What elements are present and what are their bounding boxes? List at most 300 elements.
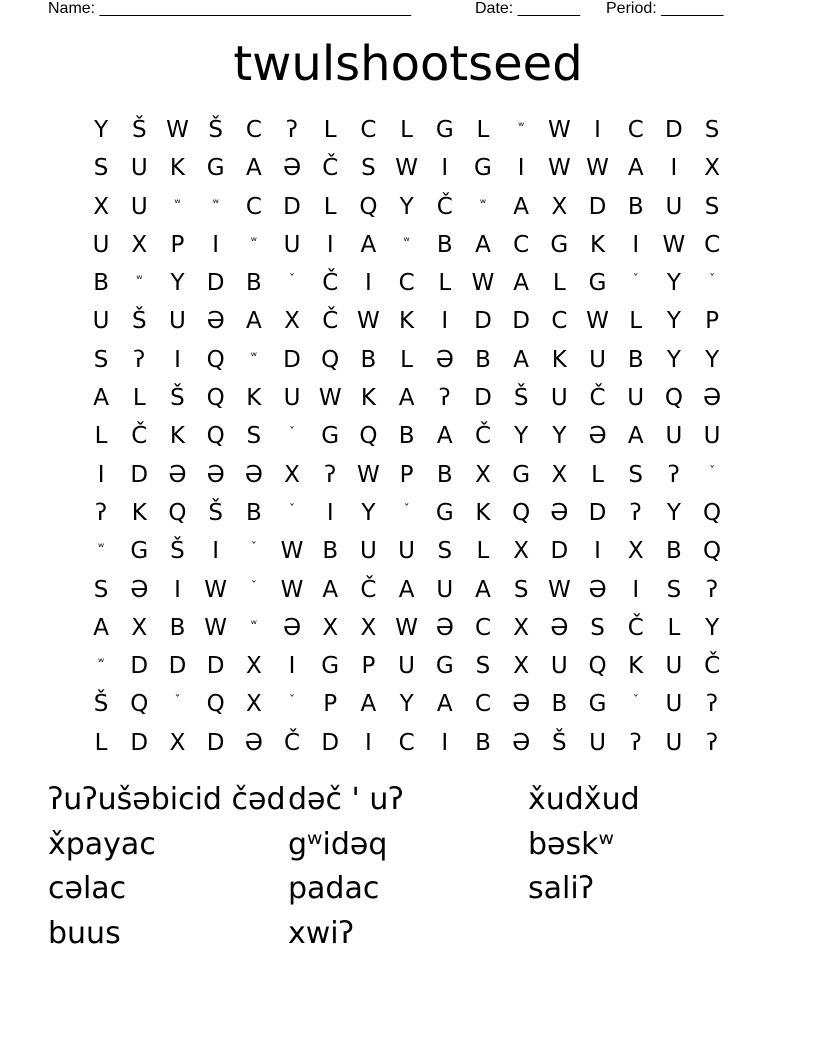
date-field[interactable]: Date: _______ [475, 0, 580, 17]
grid-cell[interactable]: L [323, 193, 337, 220]
grid-cell[interactable]: Ə [282, 155, 302, 182]
grid-cell[interactable]: Q [512, 499, 531, 526]
grid-cell[interactable]: Y [514, 423, 529, 450]
grid-cell[interactable]: C [551, 308, 568, 335]
grid-cell[interactable]: Q [206, 346, 225, 373]
grid-cell[interactable]: Ə [206, 461, 225, 488]
grid-cell[interactable]: Q [321, 346, 340, 373]
word-list-item: bəskʷ [528, 826, 614, 862]
grid-cell[interactable]: Č [436, 193, 453, 220]
grid-cell[interactable]: X [93, 193, 109, 220]
grid-cell[interactable]: L [323, 117, 337, 143]
grid-cell[interactable]: L [94, 729, 108, 756]
grid-cell[interactable]: ʔ [286, 117, 298, 143]
grid-cell[interactable]: I [670, 155, 678, 182]
grid-cell[interactable]: Ə [168, 461, 187, 488]
grid-cell[interactable]: ʷ [479, 195, 487, 210]
grid-cell[interactable]: Ə [512, 729, 531, 756]
grid-cell[interactable]: Č [704, 653, 721, 680]
grid-cell[interactable]: X [131, 231, 148, 258]
grid-cell[interactable]: A [475, 576, 491, 603]
grid-cell[interactable]: K [360, 385, 376, 412]
grid-cell[interactable]: D [550, 538, 569, 565]
grid-cell[interactable]: K [475, 499, 491, 526]
grid-cell[interactable]: I [632, 576, 640, 603]
grid-cell[interactable]: X [284, 461, 300, 488]
grid-cell[interactable]: B [666, 538, 682, 565]
grid-cell[interactable]: Q [168, 499, 187, 526]
grid-cell[interactable]: X [245, 691, 262, 718]
grid-cell[interactable]: Ə [130, 576, 149, 603]
grid-cell[interactable]: X [551, 193, 568, 220]
grid-cell[interactable]: ʷ [250, 348, 257, 363]
grid-cell[interactable]: Š [93, 691, 109, 718]
grid-cell[interactable]: Q [664, 385, 683, 412]
grid-cell[interactable]: L [438, 270, 452, 297]
grid-cell[interactable]: Q [206, 691, 225, 718]
grid-cell[interactable]: Q [703, 538, 722, 565]
grid-cell[interactable]: ˇ [289, 501, 296, 516]
grid-cell[interactable]: Ə [206, 308, 225, 335]
grid-cell[interactable]: B [627, 346, 644, 373]
grid-cell[interactable]: W [318, 385, 342, 412]
grid-cell[interactable]: B [436, 231, 453, 258]
grid-cell[interactable]: L [667, 614, 681, 641]
grid-cell[interactable]: S [93, 576, 109, 603]
grid-cell[interactable]: L [400, 346, 413, 373]
grid-cell[interactable]: ˇ [709, 463, 716, 478]
grid-cell[interactable]: D [168, 653, 187, 680]
grid-cell[interactable]: Ə [435, 614, 454, 641]
grid-cell[interactable]: W [204, 576, 228, 603]
grid-cell[interactable]: ʔ [706, 576, 718, 603]
grid-cell[interactable]: S [628, 461, 644, 488]
grid-cell[interactable]: S [475, 653, 491, 680]
grid-cell[interactable]: A [627, 423, 644, 450]
grid-cell[interactable]: U [92, 308, 110, 335]
grid-cell[interactable]: A [245, 308, 262, 335]
grid-cell[interactable]: D [283, 346, 301, 373]
grid-cell[interactable]: Ə [282, 614, 302, 641]
grid-cell[interactable]: U [665, 729, 683, 756]
grid-cell[interactable]: I [441, 729, 449, 756]
grid-cell[interactable]: Ə [435, 346, 454, 373]
grid-cell[interactable]: ʔ [706, 729, 718, 756]
grid-cell[interactable]: D [130, 729, 149, 756]
grid-cell[interactable]: W [471, 270, 495, 297]
grid-cell[interactable]: D [130, 653, 149, 680]
grid-cell[interactable]: U [550, 653, 568, 680]
grid-cell[interactable]: Š [131, 117, 147, 143]
grid-cell[interactable]: Č [322, 155, 339, 182]
grid-cell[interactable]: A [245, 155, 262, 182]
grid-cell[interactable]: B [322, 538, 339, 565]
grid-cell[interactable]: B [551, 691, 568, 718]
grid-cell[interactable]: S [93, 155, 109, 182]
grid-cell[interactable]: C [627, 117, 644, 143]
grid-cell[interactable]: D [283, 193, 301, 220]
grid-cell[interactable]: G [321, 653, 340, 680]
grid-cell[interactable]: ʔ [629, 729, 642, 756]
grid-cell[interactable]: Y [552, 423, 567, 450]
grid-cell[interactable]: A [93, 385, 109, 412]
grid-cell[interactable]: U [665, 653, 683, 680]
grid-cell[interactable]: W [662, 231, 686, 258]
grid-cell[interactable]: U [436, 576, 454, 603]
name-field[interactable]: Name: ___________________________________ [48, 0, 412, 17]
grid-cell[interactable]: X [245, 653, 262, 680]
grid-cell[interactable]: D [474, 385, 492, 412]
grid-cell[interactable]: X [131, 614, 148, 641]
grid-cell[interactable]: W [204, 614, 228, 641]
grid-cell[interactable]: G [588, 691, 607, 718]
grid-cell[interactable]: X [513, 538, 530, 565]
grid-cell[interactable]: ʔ [629, 499, 642, 526]
grid-cell[interactable]: ʷ [98, 540, 105, 555]
grid-cell[interactable]: D [474, 308, 492, 335]
grid-cell[interactable]: Y [399, 193, 414, 220]
grid-cell[interactable]: X [704, 155, 720, 182]
grid-cell[interactable]: D [206, 729, 225, 756]
grid-cell[interactable]: G [321, 423, 340, 450]
grid-cell[interactable]: ˇ [709, 272, 716, 287]
grid-cell[interactable]: B [245, 499, 262, 526]
grid-cell[interactable]: D [665, 117, 683, 143]
grid-cell[interactable]: A [360, 231, 377, 258]
grid-cell[interactable]: X [284, 308, 300, 335]
grid-cell[interactable]: ˇ [289, 425, 296, 440]
grid-cell[interactable]: W [586, 155, 609, 182]
grid-cell[interactable]: Ə [703, 385, 722, 412]
grid-cell[interactable]: P [399, 461, 414, 488]
grid-cell[interactable]: Q [130, 691, 149, 718]
grid-cell[interactable]: Č [131, 423, 148, 450]
grid-cell[interactable]: Y [666, 499, 681, 526]
grid-cell[interactable]: U [283, 231, 301, 258]
grid-cell[interactable]: C [513, 231, 530, 258]
grid-cell[interactable]: I [288, 653, 296, 680]
grid-cell[interactable]: S [513, 576, 529, 603]
grid-cell[interactable]: U [627, 385, 645, 412]
grid-cell[interactable]: X [627, 538, 644, 565]
grid-cell[interactable]: I [594, 538, 601, 565]
grid-cell[interactable]: A [398, 385, 415, 412]
grid-cell[interactable]: ʷ [174, 195, 181, 210]
grid-cell[interactable]: C [398, 270, 415, 297]
grid-cell[interactable]: X [513, 653, 530, 680]
grid-cell[interactable]: W [357, 461, 380, 488]
grid-cell[interactable]: C [704, 231, 721, 258]
header [48, 0, 768, 18]
grid-cell[interactable]: ʔ [324, 461, 337, 488]
grid-cell[interactable]: ʔ [133, 346, 146, 373]
grid-cell[interactable]: C [245, 117, 262, 143]
grid-cell[interactable]: U [665, 193, 683, 220]
grid-cell[interactable]: ˇ [174, 693, 181, 708]
grid-cell[interactable]: X [513, 614, 530, 641]
grid-cell[interactable]: S [666, 576, 682, 603]
grid-cell[interactable]: U [589, 729, 606, 756]
grid-cell[interactable]: ˇ [632, 272, 639, 287]
grid-cell[interactable]: Š [131, 308, 147, 335]
grid-cell[interactable]: Y [361, 499, 376, 526]
grid-cell[interactable]: X [475, 461, 491, 488]
word-search-grid [82, 111, 732, 762]
grid-cell[interactable]: Č [589, 385, 606, 412]
grid-cell[interactable]: Y [705, 614, 720, 641]
word-list-item: padac [288, 871, 380, 906]
grid-cell[interactable]: Č [360, 576, 377, 603]
grid-cell[interactable]: W [547, 155, 571, 182]
grid-cell[interactable]: Š [513, 385, 529, 412]
grid-cell[interactable]: W [547, 576, 571, 603]
grid-cell[interactable]: L [132, 385, 146, 412]
grid-cell[interactable]: L [476, 538, 490, 565]
grid-cell[interactable]: W [357, 308, 380, 335]
grid-cell[interactable]: I [326, 231, 334, 258]
grid-cell[interactable]: ʔ [706, 691, 718, 718]
grid-cell[interactable]: P [361, 653, 376, 680]
grid-cell[interactable]: Č [322, 308, 339, 335]
grid-cell[interactable]: B [398, 423, 415, 450]
grid-cell[interactable]: G [130, 538, 149, 565]
grid-cell[interactable]: Ə [244, 461, 263, 488]
grid-cell[interactable]: ˇ [289, 693, 296, 708]
grid-cell[interactable]: Ə [588, 423, 607, 450]
grid-cell[interactable]: G [435, 653, 454, 680]
grid-cell[interactable]: ʔ [668, 461, 680, 488]
grid-cell[interactable]: I [174, 576, 181, 603]
grid-cell[interactable]: K [589, 231, 606, 258]
grid-cell[interactable]: I [174, 346, 181, 373]
word-list-item: xwiʔ [288, 915, 354, 951]
grid-cell[interactable]: U [703, 423, 721, 450]
grid-cell[interactable]: Š [170, 385, 185, 412]
grid-cell[interactable]: Č [284, 729, 301, 756]
grid-cell[interactable]: C [398, 729, 415, 756]
grid-cell[interactable]: G [206, 155, 225, 182]
grid-cell[interactable]: Š [208, 117, 223, 143]
grid-cell[interactable]: I [365, 729, 372, 756]
grid-cell[interactable]: W [166, 117, 189, 143]
grid-cell[interactable]: G [550, 231, 569, 258]
grid-cell[interactable]: W [395, 614, 418, 641]
grid-cell[interactable]: D [206, 270, 225, 297]
grid-cell[interactable]: U [398, 653, 416, 680]
grid-cell[interactable]: P [705, 308, 720, 335]
grid-cell[interactable]: S [590, 614, 605, 641]
grid-cell[interactable]: B [93, 270, 109, 297]
grid-cell[interactable]: Č [322, 270, 339, 297]
grid-cell[interactable]: ˇ [403, 501, 410, 516]
grid-cell[interactable]: Q [588, 653, 607, 680]
grid-cell[interactable]: L [400, 117, 413, 143]
grid-cell[interactable]: C [245, 193, 262, 220]
grid-cell[interactable]: Q [359, 423, 378, 450]
grid-cell[interactable]: ˇ [289, 272, 296, 287]
grid-cell[interactable]: ˇ [250, 578, 257, 593]
grid-cell[interactable]: I [594, 117, 601, 143]
grid-cell[interactable]: U [665, 423, 683, 450]
grid-cell[interactable]: Ə [512, 691, 531, 718]
grid-cell[interactable]: Ə [550, 614, 569, 641]
grid-cell[interactable]: K [169, 423, 186, 450]
grid-cell[interactable]: I [632, 231, 640, 258]
grid-cell[interactable]: I [212, 231, 220, 258]
grid-cell[interactable]: S [246, 423, 262, 450]
grid-cell[interactable]: Y [666, 270, 681, 297]
grid-cell[interactable]: Y [399, 691, 414, 718]
grid-cell[interactable]: U [130, 193, 148, 220]
grid-cell[interactable]: A [436, 423, 453, 450]
grid-cell[interactable]: Y [666, 346, 681, 373]
grid-cell[interactable]: A [398, 576, 415, 603]
grid-cell[interactable]: L [476, 117, 490, 143]
grid-cell[interactable]: B [245, 270, 262, 297]
grid-cell[interactable]: Q [703, 499, 722, 526]
grid-cell[interactable]: U [665, 691, 683, 718]
grid-cell[interactable]: G [474, 155, 492, 182]
grid-cell[interactable]: Y [705, 346, 720, 373]
grid-cell[interactable]: Č [627, 614, 644, 641]
grid-cell[interactable]: K [628, 653, 644, 680]
grid-cell[interactable]: D [512, 308, 531, 335]
grid-cell[interactable]: U [92, 231, 110, 258]
grid-cell[interactable]: D [130, 461, 149, 488]
grid-cell[interactable]: L [629, 308, 643, 335]
grid-cell[interactable]: I [212, 538, 220, 565]
grid-cell[interactable]: D [588, 193, 607, 220]
grid-cell[interactable]: G [435, 499, 454, 526]
grid-cell[interactable]: A [627, 155, 644, 182]
grid-cell[interactable]: A [93, 614, 109, 641]
grid-cell[interactable]: Ə [244, 729, 263, 756]
grid-cell[interactable]: I [517, 155, 525, 182]
grid-cell[interactable]: S [704, 193, 720, 220]
grid-cell[interactable]: ˇ [632, 693, 639, 708]
grid-cell[interactable]: U [359, 538, 377, 565]
grid-cell[interactable]: B [169, 614, 186, 641]
grid-cell[interactable]: Y [94, 117, 109, 143]
grid-cell[interactable]: ʷ [212, 195, 219, 210]
grid-cell[interactable]: S [437, 538, 453, 565]
grid-cell[interactable]: K [551, 346, 567, 373]
grid-cell[interactable]: X [551, 461, 568, 488]
grid-cell[interactable]: A [322, 576, 339, 603]
grid-cell[interactable]: L [591, 461, 604, 488]
grid-cell[interactable]: B [475, 346, 491, 373]
grid-cell[interactable]: Y [170, 270, 185, 297]
grid-cell[interactable]: A [436, 691, 453, 718]
grid-cell[interactable]: I [326, 499, 334, 526]
grid-cell[interactable]: A [513, 270, 530, 297]
grid-cell[interactable]: C [474, 614, 491, 641]
grid-cell[interactable]: G [588, 270, 607, 297]
grid-row [82, 149, 732, 187]
grid-cell[interactable]: W [280, 538, 304, 565]
grid-cell[interactable]: Q [206, 423, 225, 450]
grid-cell[interactable]: ˇ [250, 540, 257, 555]
grid-cell[interactable]: Y [666, 308, 681, 335]
grid-cell[interactable]: D [321, 729, 340, 756]
grid-cell[interactable]: A [513, 346, 530, 373]
grid-cell[interactable]: D [206, 653, 225, 680]
grid-row [82, 456, 732, 494]
grid-cell[interactable]: I [441, 155, 449, 182]
grid-cell[interactable]: ʷ [518, 119, 525, 133]
grid-cell[interactable]: X [169, 729, 186, 756]
grid-cell[interactable]: ʔ [95, 499, 107, 526]
grid-cell[interactable]: P [323, 691, 338, 718]
grid-cell[interactable]: Č [474, 423, 491, 450]
grid-cell[interactable]: Q [206, 385, 225, 412]
grid-cell[interactable]: W [395, 155, 418, 182]
grid-cell[interactable]: S [93, 346, 109, 373]
grid-cell[interactable]: Š [208, 499, 223, 526]
grid-cell[interactable]: Q [359, 193, 378, 220]
grid-cell[interactable]: U [169, 308, 186, 335]
grid-cell[interactable]: C [474, 691, 491, 718]
grid-cell[interactable]: I [441, 308, 449, 335]
grid-cell[interactable]: W [280, 576, 304, 603]
grid-cell[interactable]: Ə [550, 499, 569, 526]
grid-cell[interactable]: W [547, 117, 571, 143]
grid-cell[interactable]: A [360, 691, 377, 718]
grid-cell[interactable]: K [246, 385, 262, 412]
grid-cell[interactable]: G [435, 117, 454, 143]
grid-cell[interactable]: Ə [588, 576, 607, 603]
grid-cell[interactable]: L [552, 270, 566, 297]
grid-cell[interactable]: Š [552, 729, 567, 756]
grid-cell[interactable]: W [586, 308, 609, 335]
grid-cell[interactable]: U [130, 155, 148, 182]
grid-cell[interactable]: G [512, 461, 531, 488]
grid-cell[interactable]: U [589, 346, 606, 373]
grid-cell[interactable]: K [131, 499, 147, 526]
grid-cell[interactable]: B [627, 193, 644, 220]
grid-cell[interactable]: ʷ [403, 233, 410, 248]
grid-cell[interactable]: K [169, 155, 186, 182]
grid-cell[interactable]: L [94, 423, 108, 450]
grid-cell[interactable]: U [550, 385, 568, 412]
grid-cell[interactable]: ʷ [98, 655, 105, 670]
grid-cell[interactable]: U [398, 538, 416, 565]
grid-cell[interactable]: X [360, 614, 377, 641]
grid-cell[interactable]: B [360, 346, 377, 373]
grid-cell[interactable]: ʷ [136, 272, 143, 287]
grid-cell[interactable]: A [475, 231, 491, 258]
grid-cell[interactable]: D [588, 499, 607, 526]
grid-cell[interactable]: C [360, 117, 377, 143]
grid-cell[interactable]: I [365, 270, 372, 297]
grid-cell[interactable]: S [361, 155, 376, 182]
grid-cell[interactable]: S [704, 117, 720, 143]
grid-cell[interactable]: B [475, 729, 491, 756]
grid-cell[interactable]: A [513, 193, 530, 220]
grid-cell[interactable]: B [436, 461, 453, 488]
grid-cell[interactable]: ʔ [438, 385, 451, 412]
grid-cell[interactable]: Š [170, 538, 185, 565]
grid-row [82, 379, 732, 417]
grid-cell[interactable]: K [399, 308, 415, 335]
grid-cell[interactable]: X [322, 614, 339, 641]
grid-cell[interactable]: ʷ [250, 616, 257, 631]
grid-cell[interactable]: ʷ [250, 233, 257, 248]
grid-cell[interactable]: P [170, 231, 185, 258]
grid-cell[interactable]: U [283, 385, 301, 412]
period-field[interactable]: Period: _______ [606, 0, 724, 17]
grid-cell[interactable]: I [97, 461, 105, 488]
